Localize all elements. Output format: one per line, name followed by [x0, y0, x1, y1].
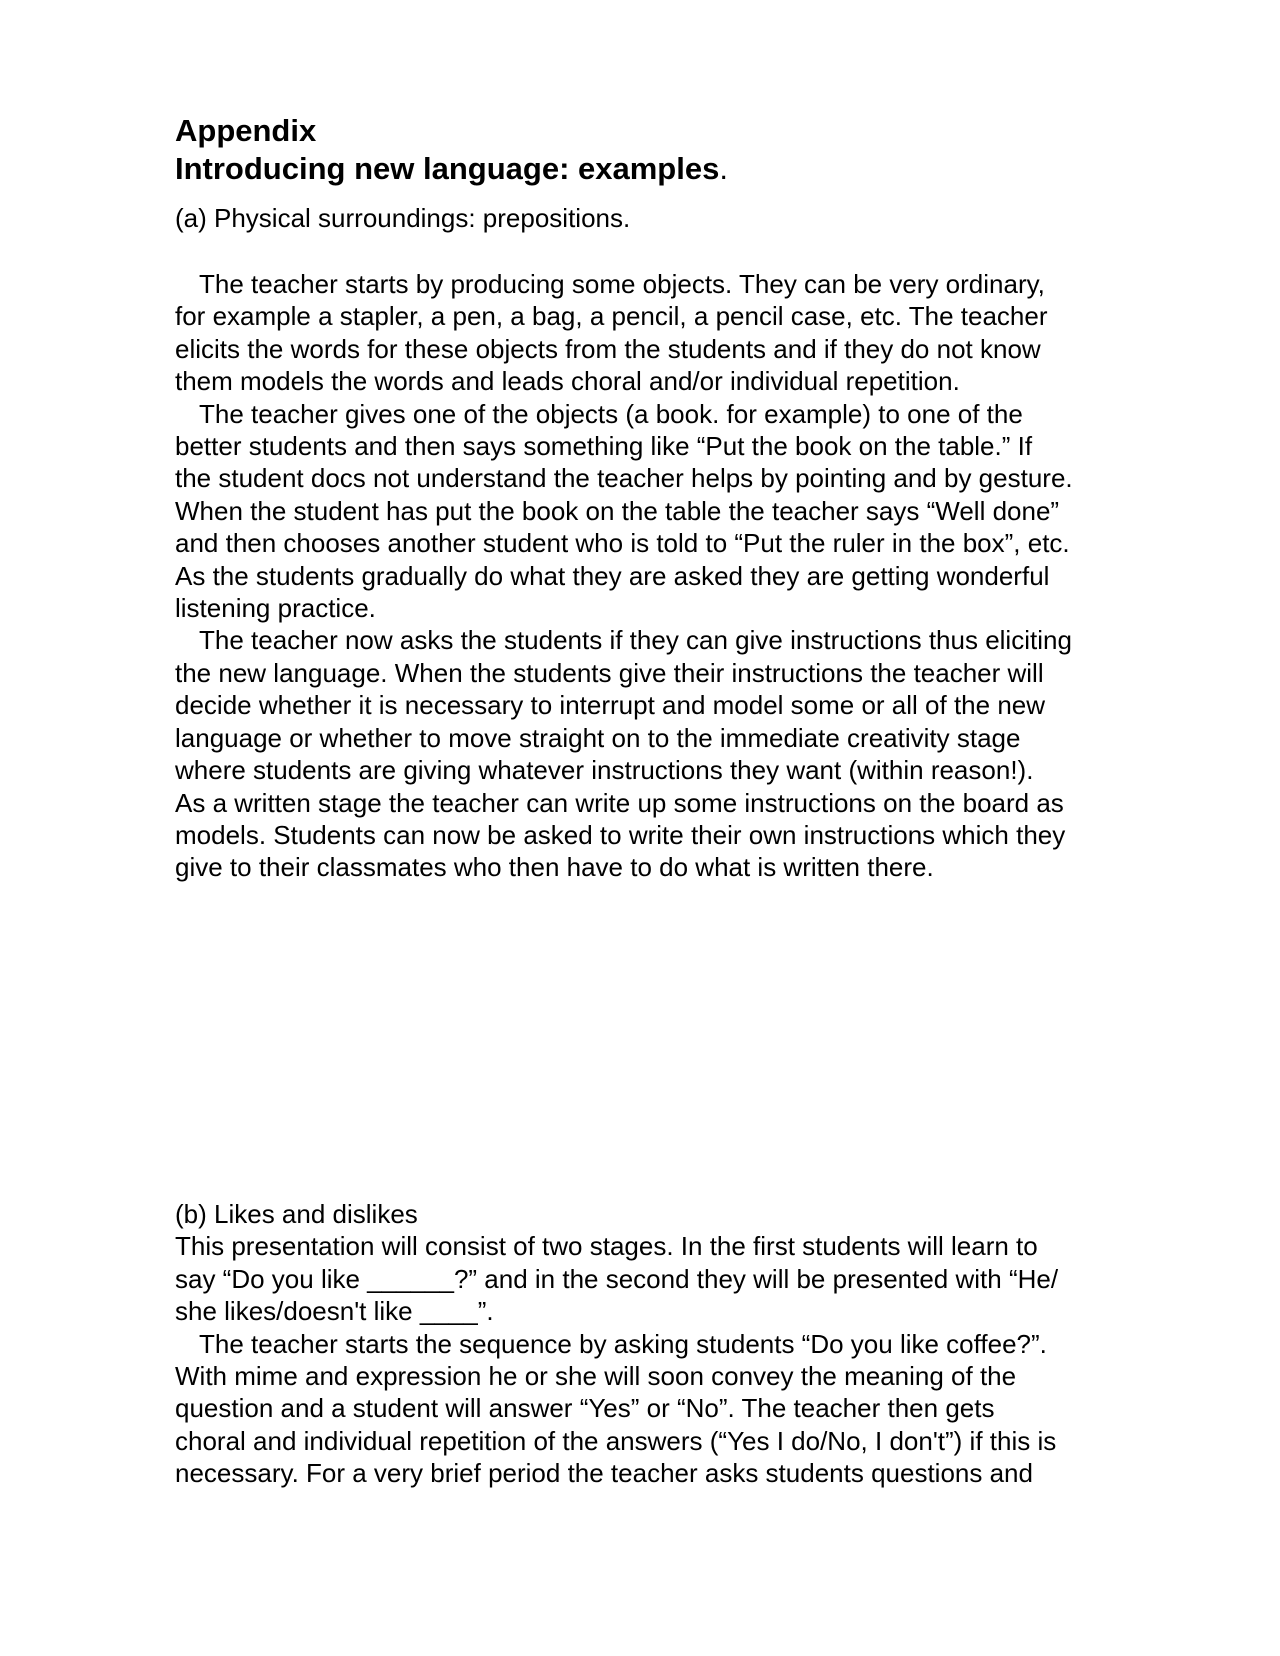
text-line: she likes/doesn't like ____”. [175, 1296, 494, 1327]
text-line: This presentation will consist of two stages. In the first students will learn to [175, 1231, 1038, 1262]
text-line: The teacher starts by producing some objects. They can be very ordinary, [199, 269, 1045, 299]
text-line: necessary. For a very brief period the teacher asks students questions and [175, 1458, 1033, 1489]
section-title-period: . [719, 151, 728, 186]
appendix-heading [175, 112, 1185, 188]
text-line: The teacher now asks the students if they can give instructions thus eliciting [199, 625, 1072, 656]
text-line: decide whether it is necessary to interrupt and model some or all of the new [175, 690, 1046, 721]
text-line: the student docs not understand the teacher helps by pointing and by gesture. [175, 463, 1073, 494]
text-line: question and a student will answer “Yes” or “No”. The teacher then gets [175, 1393, 995, 1424]
text-line: When the student has put the book on the table the teacher says “Well done” [175, 495, 1060, 526]
text-line: give to their classmates who then have to do what is written there. [175, 852, 934, 883]
section-b-heading: (b) Likes and dislikes [175, 1199, 418, 1229]
text-line: them models the words and leads choral and/or individual repetition. [175, 366, 960, 397]
text-line: and then chooses another student who is told to “Put the ruler in the box”, etc. [175, 528, 1070, 559]
text-line: the new language. When the students give their instructions the teacher will [175, 657, 1044, 688]
text-line: models. Students can now be asked to write their own instructions which they [175, 819, 1066, 850]
section-a-paragraph-3 [175, 624, 1185, 883]
section-b-paragraph-2 [175, 1328, 1185, 1490]
text-line: listening practice. [175, 593, 376, 624]
document-page [175, 112, 1185, 884]
section-a-paragraph-2 [175, 398, 1185, 625]
text-line: elicits the words for these objects from the students and if they do not know [175, 333, 1041, 364]
text-line: As the students gradually do what they are asked they are getting wonderful [175, 560, 1050, 591]
text-line: The teacher starts the sequence by asking students “Do you like coffee?”. [199, 1328, 1047, 1359]
text-line: for example a stapler, a pen, a bag, a pencil, a pencil case, etc. The teacher [175, 301, 1048, 332]
text-line: say “Do you like ______?” and in the second they will be presented with “He/ [175, 1263, 1059, 1294]
section-a-heading: (a) Physical surroundings: prepositions. [175, 203, 631, 233]
section-b-paragraph-1 [175, 1230, 1185, 1327]
text-line: With mime and expression he or she will soon convey the meaning of the [175, 1361, 1017, 1392]
text-line: The teacher gives one of the objects (a book. for example) to one of the [199, 398, 1023, 429]
text-line: where students are giving whatever instructions they want (within reason!). [175, 755, 1034, 786]
text-line: better students and then says something like “Put the book on the table.” If [175, 431, 1033, 462]
section-a-paragraph-1 [175, 268, 1185, 398]
text-line: language or whether to move straight on to the immediate creativity stage [175, 722, 1021, 753]
section-title: Introducing new language: examples [175, 151, 720, 186]
text-line: choral and individual repetition of the answers (“Yes I do/No, I don't”) if this is [175, 1425, 1057, 1456]
section-b [175, 1198, 1185, 1490]
appendix-title: Appendix [175, 113, 317, 148]
text-line: As a written stage the teacher can write up some instructions on the board as [175, 787, 1064, 818]
